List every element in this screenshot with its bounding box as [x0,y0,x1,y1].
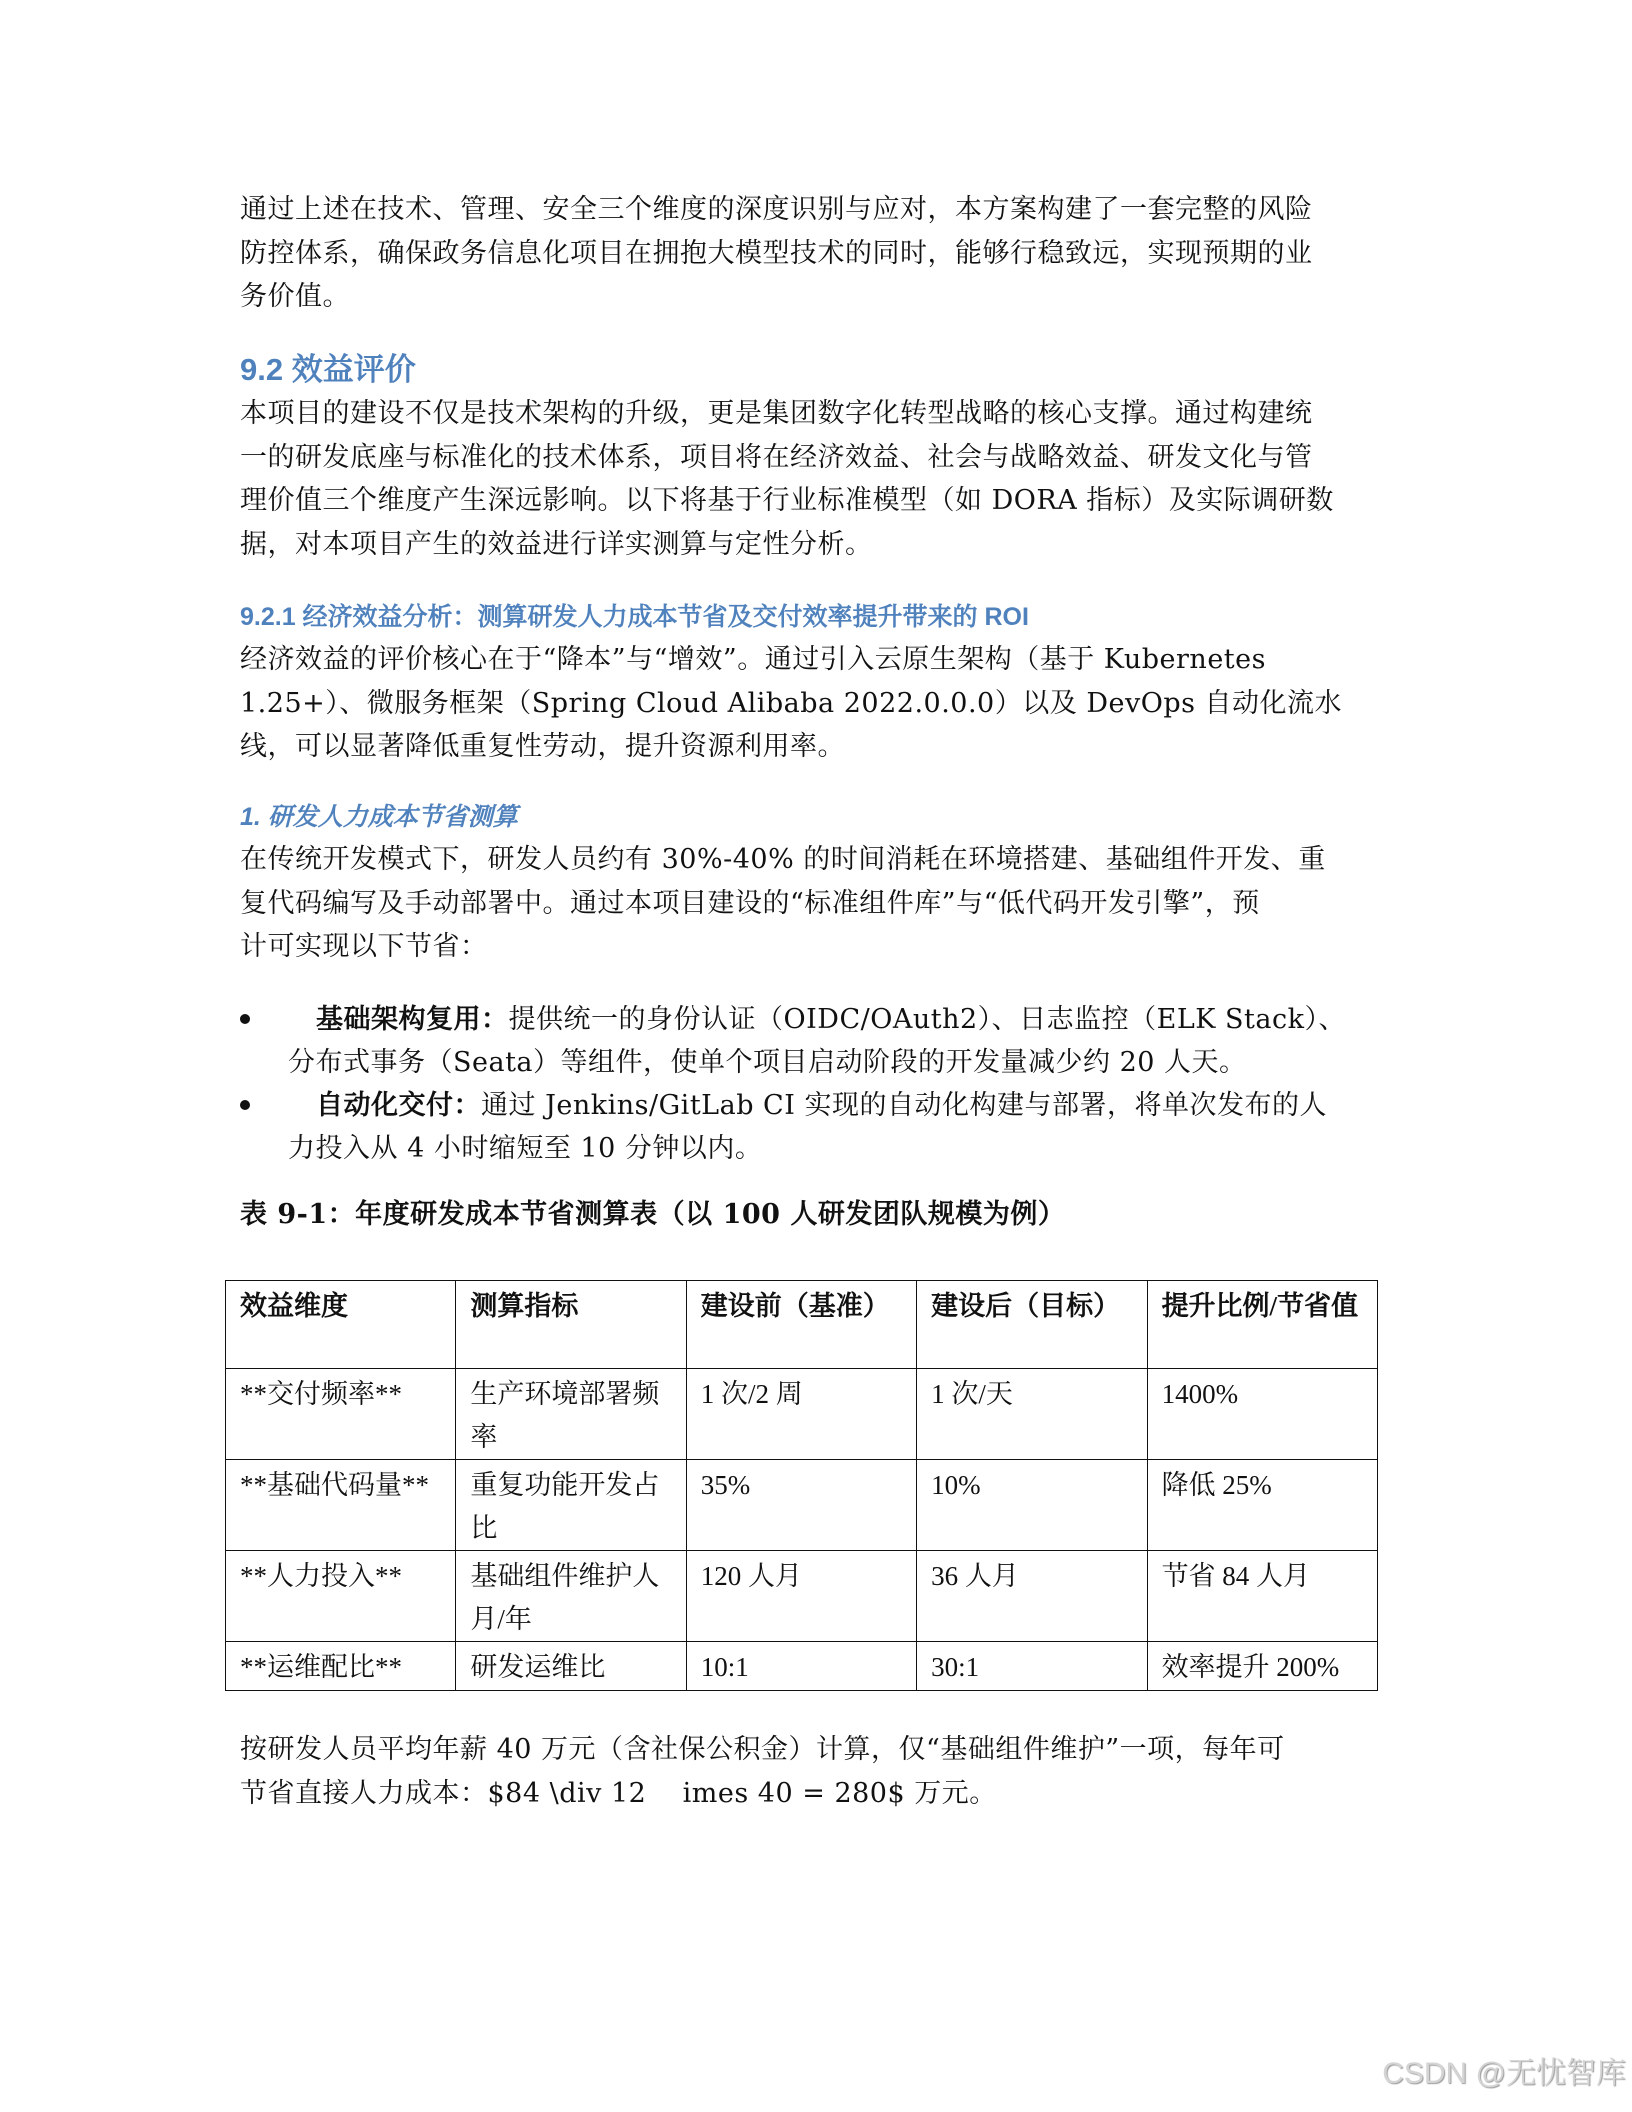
subsection-line: 1.25+）、微服务框架（Spring Cloud Alibaba 2022.0.0.0）以及 DevOps 自动化流水 [240,687,1343,719]
section-line: 本项目的建设不仅是技术架构的升级，更是集团数字化转型战略的核心支撑。通过构建统 [240,398,1313,429]
closing-paragraph [240,1728,1380,1815]
subsection-line: 线，可以显著降低重复性劳动，提升资源利用率。 [240,731,845,762]
closing-line: 节省直接人力成本：$84 \div 12 imes 40 = 280$ 万元。 [240,1777,997,1809]
table-row [226,1460,1378,1551]
table-row [226,1551,1378,1642]
subsection-heading: 9.2.1 经济效益分析：测算研发人力成本节省及交付效率提升带来的 ROI [240,603,1029,631]
table-header-row [226,1281,1378,1369]
table-cell: 10% [917,1460,1147,1551]
bullet-text: 分布式事务（Seata）等组件，使单个项目启动阶段的开发量减少约 20 人天。 [288,1047,1247,1078]
bullet-item-automated-delivery [240,1084,1380,1170]
table-cell: 节省 84 人月 [1147,1551,1377,1642]
intro-line: 通过上述在技术、管理、安全三个维度的深度识别与应对，本方案构建了一套完整的风险 [240,194,1313,225]
section-line: 一的研发底座与标准化的技术体系，项目将在经济效益、社会与战略效益、研发文化与管 [240,441,1313,473]
table-header-cell: 提升比例/节省值 [1147,1281,1377,1369]
section-line: 理价值三个维度产生深远影响。以下将基于行业标准模型（如 DORA 指标）及实际调研数 [240,485,1334,516]
table-cell: **交付频率** [226,1369,456,1460]
item-heading: 1. 研发人力成本节省测算 [240,803,518,831]
table-cell: 效率提升 200% [1147,1642,1377,1691]
table-cell: 1 次/2 周 [686,1369,916,1460]
section-line: 据，对本项目产生的效益进行详实测算与定性分析。 [240,528,873,560]
table-caption: 表 9-1：年度研发成本节省测算表（以 100 人研发团队规模为例） [240,1199,1066,1230]
section-paragraph [240,392,1380,566]
table-cell: 基础组件维护人月/年 [456,1551,686,1642]
bullet-label: 自动化交付： [316,1090,481,1121]
table-header-cell: 建设前（基准） [686,1281,916,1369]
table-cell: **运维配比** [226,1642,456,1691]
table-cell: 10:1 [686,1642,916,1691]
table-row [226,1369,1378,1460]
bullet-text: 力投入从 4 小时缩短至 10 分钟以内。 [288,1133,763,1164]
intro-line: 防控体系，确保政务信息化项目在拥抱大模型技术的同时，能够行稳致远，实现预期的业 [240,237,1313,269]
table-cell: 35% [686,1460,916,1551]
table-header-cell: 测算指标 [456,1281,686,1369]
table-header-cell: 建设后（目标） [917,1281,1147,1369]
table-cell: **人力投入** [226,1551,456,1642]
bullet-item-infrastructure-reuse [240,998,1380,1084]
table-cell: 120 人月 [686,1551,916,1642]
cost-savings-table [225,1280,1378,1691]
table-cell: 1 次/天 [917,1369,1147,1460]
table-cell: 30:1 [917,1642,1147,1691]
item-paragraph [240,838,1380,969]
item-line: 在传统开发模式下，研发人员约有 30%-40% 的时间消耗在环境搭建、基础组件开发、重 [240,844,1326,875]
table-header-cell: 效益维度 [226,1281,456,1369]
subsection-paragraph [240,638,1380,769]
bullet-dot-icon [240,1014,250,1024]
csdn-watermark: CSDN @无忧智库 [1382,2057,1626,2090]
table-cell: 1400% [1147,1369,1377,1460]
intro-line: 务价值。 [240,281,350,312]
bullet-dot-icon [240,1100,250,1110]
table-cell: 研发运维比 [456,1642,686,1691]
bullet-list [240,998,1380,1170]
table-cell: 降低 25% [1147,1460,1377,1551]
bullet-text: 通过 Jenkins/GitLab CI 实现的自动化构建与部署，将单次发布的人 [481,1090,1327,1121]
bullet-text: 提供统一的身份认证（OIDC/OAuth2）、日志监控（ELK Stack）、 [508,1004,1346,1035]
table-cell: 生产环境部署频率 [456,1369,686,1460]
item-line: 复代码编写及手动部署中。通过本项目建设的“标准组件库”与“低代码开发引擎”，预 [240,887,1260,919]
section-heading: 9.2 效益评价 [240,352,416,387]
item-line: 计可实现以下节省： [240,931,488,962]
table-cell: **基础代码量** [226,1460,456,1551]
table-cell: 重复功能开发占比 [456,1460,686,1551]
intro-paragraph [240,188,1380,319]
table-row [226,1642,1378,1691]
closing-line: 按研发人员平均年薪 40 万元（含社保公积金）计算，仅“基础组件维护”一项，每年可 [240,1734,1285,1765]
subsection-line: 经济效益的评价核心在于“降本”与“增效”。通过引入云原生架构（基于 Kubernetes [240,644,1266,675]
bullet-label: 基础架构复用： [316,1004,509,1035]
table-cell: 36 人月 [917,1551,1147,1642]
